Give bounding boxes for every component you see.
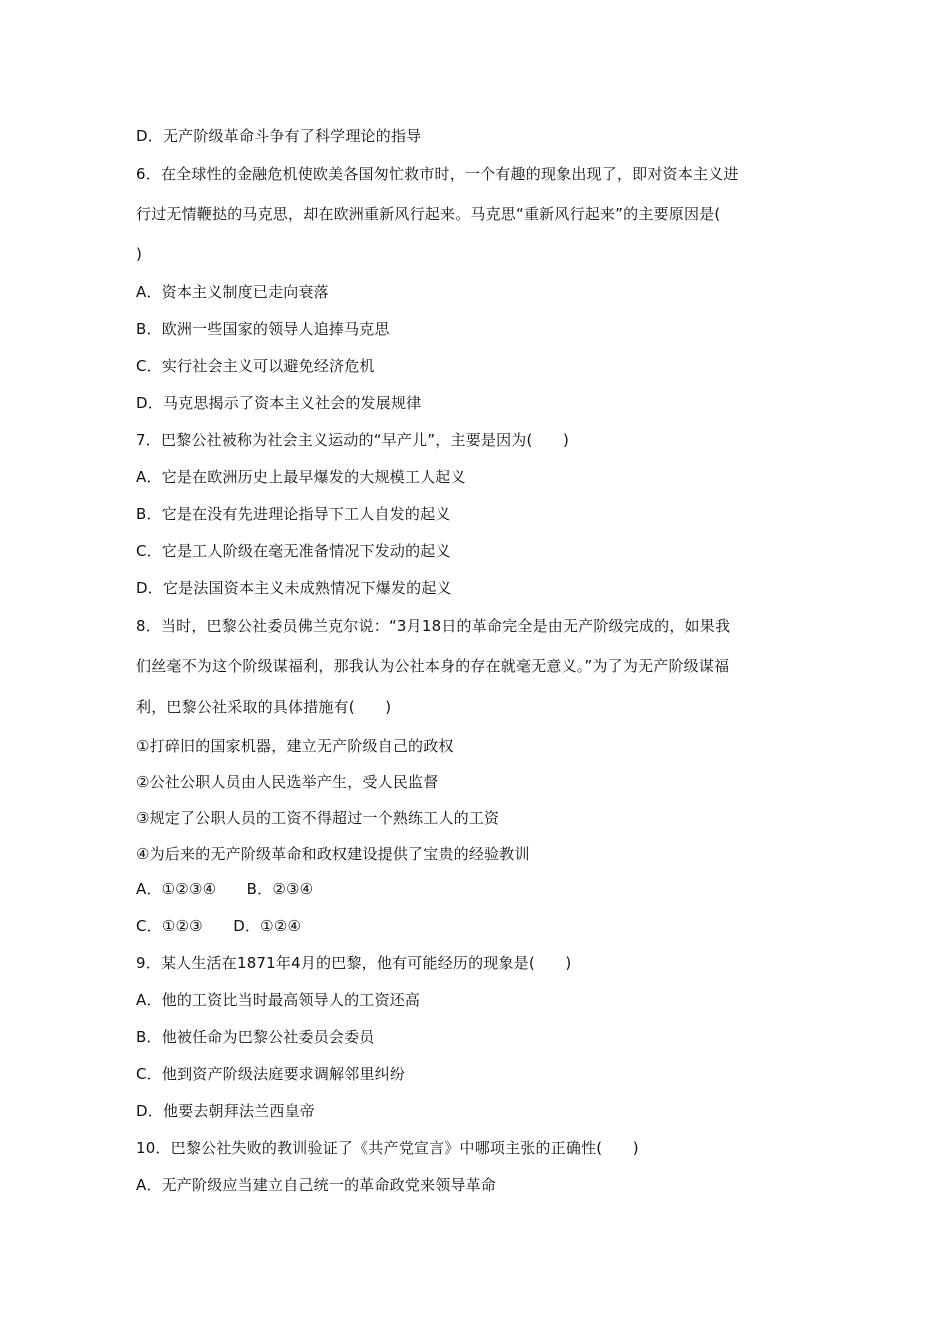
q5-option-d: D．无产阶级革命斗争有了科学理论的指导 [136,127,422,145]
q8-stem-line-1: 8．当时，巴黎公社委员佛兰克尔说：“3月18日的革命完全是由无产阶级完成的，如果我 [136,617,731,635]
q6-option-d: D．马克思揭示了资本主义社会的发展规律 [136,394,422,412]
q7-option-a: A．它是在欧洲历史上最早爆发的大规模工人起义 [136,468,466,486]
q6-stem-line-3: ) [136,245,143,263]
q10-option-a: A．无产阶级应当建立自己统一的革命政党来领导革命 [136,1176,497,1194]
q8-statement-2: ②公社公职人员由人民选举产生，受人民监督 [136,773,439,791]
q7-option-b: B．它是在没有先进理论指导下工人自发的起义 [136,505,451,523]
q8-stem-line-2: 们丝毫不为这个阶级谋福利，那我认为公社本身的存在就毫无意义。”为了为无产阶级谋福 [136,657,730,675]
q9-option-b: B．他被任命为巴黎公社委员会委员 [136,1028,375,1046]
q6-option-b: B．欧洲一些国家的领导人追捧马克思 [136,320,390,338]
q9-option-a: A．他的工资比当时最高领导人的工资还高 [136,991,421,1009]
q6-option-c: C．实行社会主义可以避免经济危机 [136,357,375,375]
q8-statement-3: ③规定了公职人员的工资不得超过一个熟练工人的工资 [136,809,500,827]
q9-option-c: C．他到资产阶级法庭要求调解邻里纠纷 [136,1065,406,1083]
q6-stem-line-1: 6．在全球性的金融危机使欧美各国匆忙救市时，一个有趣的现象出现了，即对资本主义进 [136,165,739,183]
q7-option-c: C．它是工人阶级在毫无准备情况下发动的起义 [136,542,451,560]
q7-option-d: D．它是法国资本主义未成熟情况下爆发的起义 [136,579,452,597]
q8-options-ab: A．①②③④ B．②③④ [136,880,314,898]
q8-statement-4: ④为后来的无产阶级革命和政权建设提供了宝贵的经验教训 [136,845,530,863]
q9-stem: 9．某人生活在1871年4月的巴黎，他有可能经历的现象是( ) [136,954,572,972]
q10-stem: 10．巴黎公社失败的教训验证了《共产党宣言》中哪项主张的正确性( ) [136,1139,639,1157]
q6-option-a: A．资本主义制度已走向衰落 [136,283,329,301]
q6-stem-line-2: 行过无情鞭挞的马克思，却在欧洲重新风行起来。马克思“重新风行起来”的主要原因是( [136,205,721,223]
q8-options-cd: C．①②③ D．①②④ [136,917,302,935]
q9-option-d: D．他要去朝拜法兰西皇帝 [136,1102,315,1120]
q7-stem: 7．巴黎公社被称为社会主义运动的“早产儿”，主要是因为( ) [136,431,569,449]
q8-stem-line-3: 利，巴黎公社采取的具体措施有( ) [136,698,392,716]
q8-statement-1: ①打碎旧的国家机器，建立无产阶级自己的政权 [136,737,454,755]
